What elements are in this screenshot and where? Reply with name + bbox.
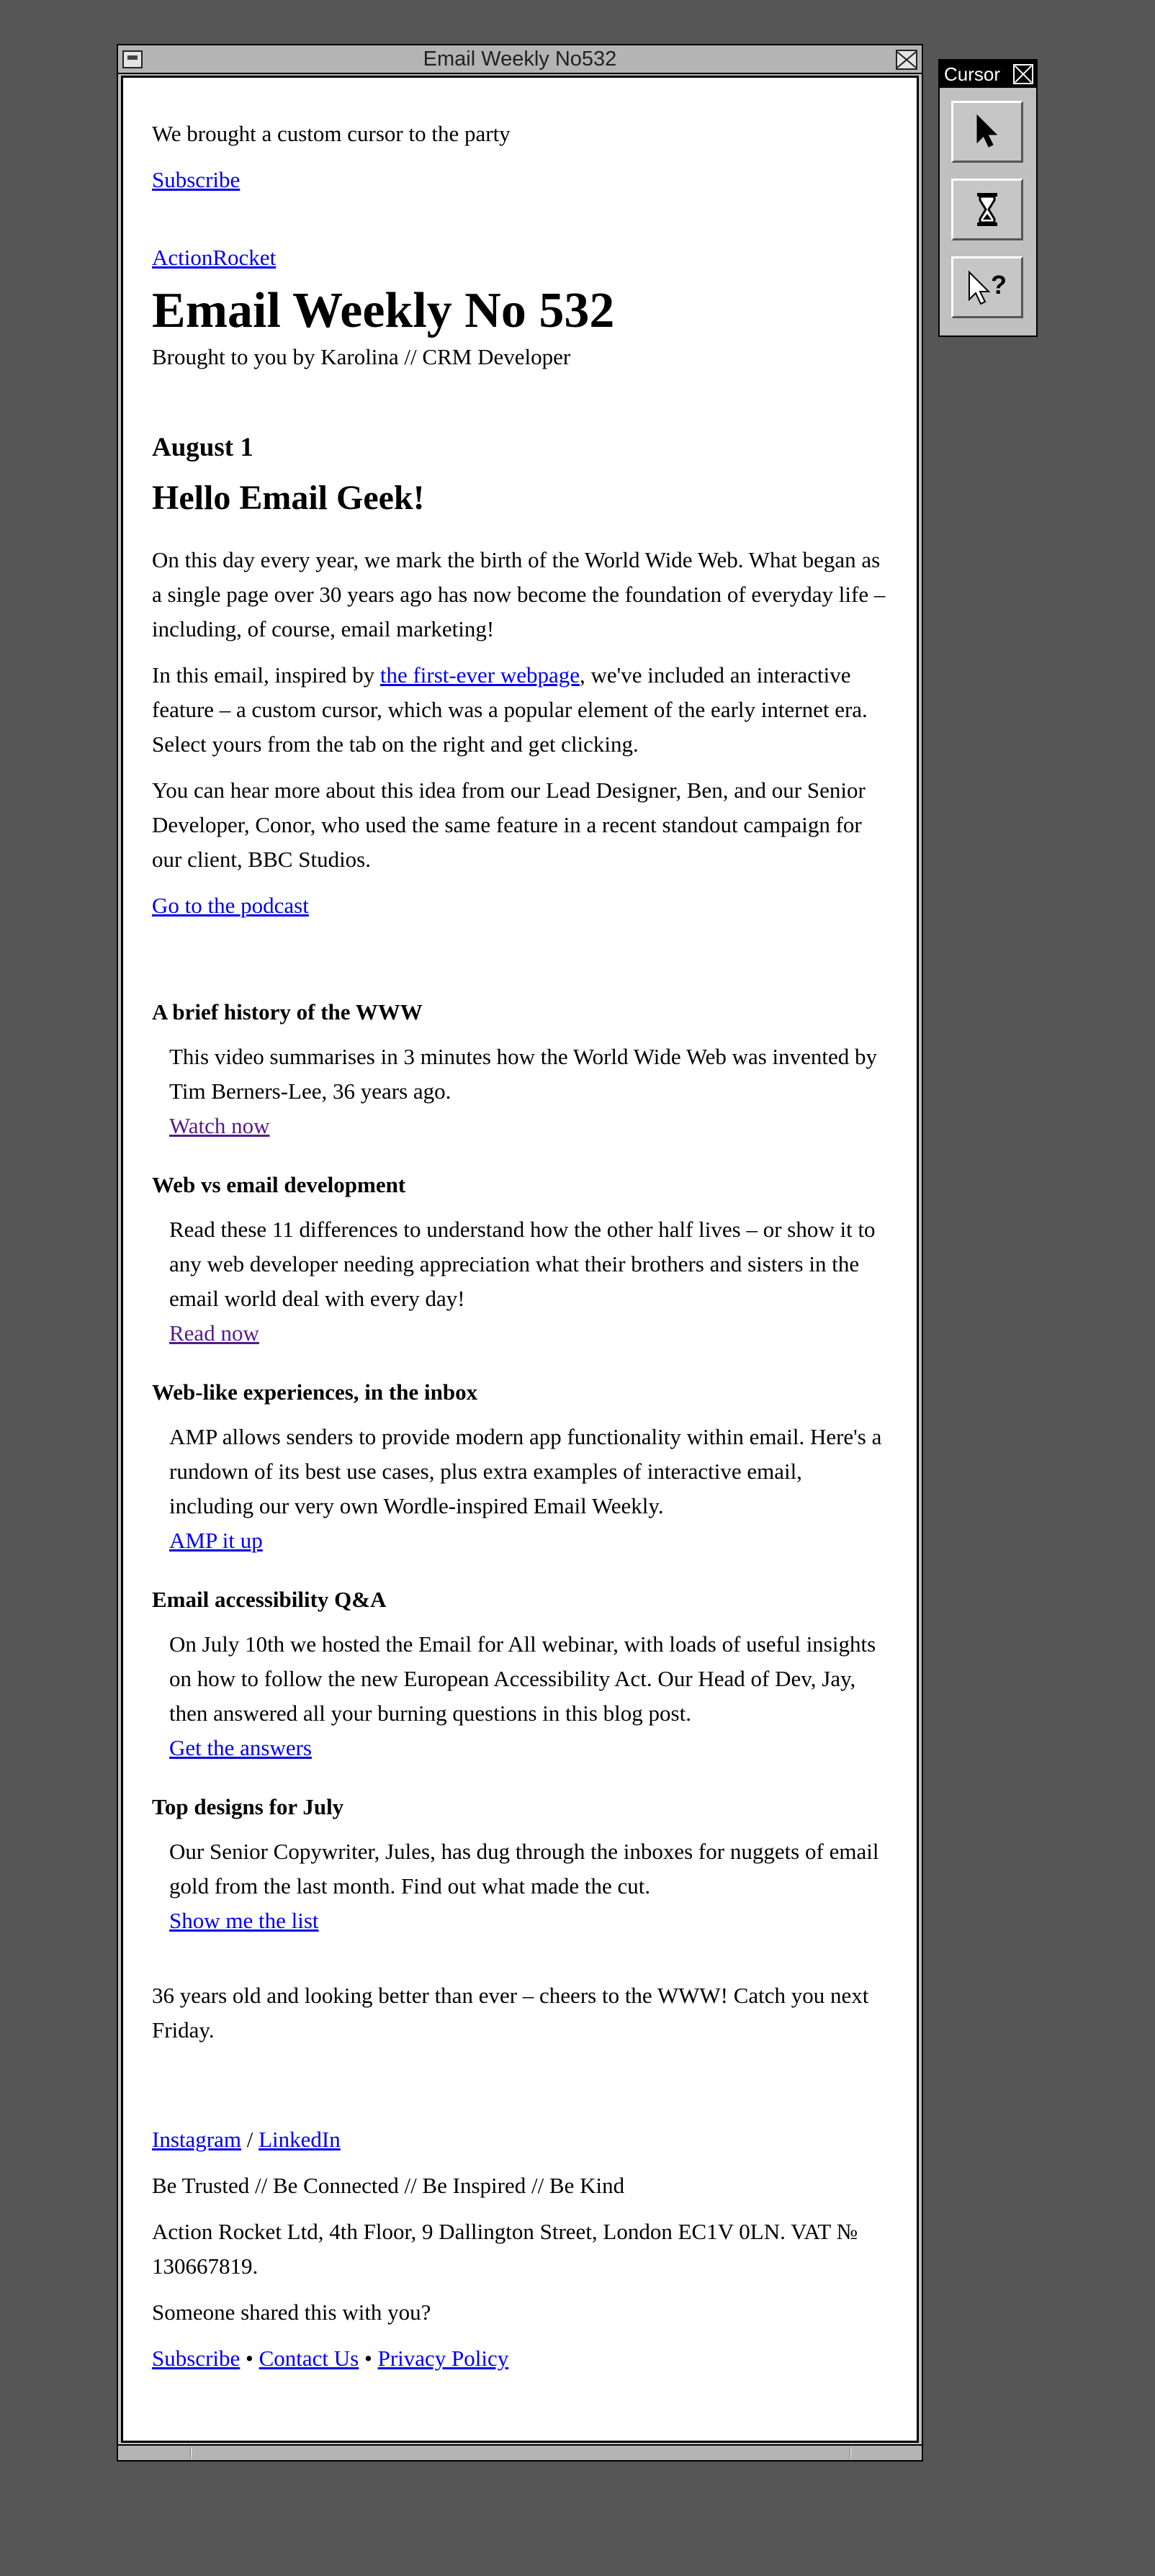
issue-date: August 1 xyxy=(152,433,253,462)
status-divider xyxy=(190,2447,192,2459)
footer xyxy=(152,2122,888,2376)
intro-paragraph-2 xyxy=(152,658,888,762)
svg-text:?: ? xyxy=(991,270,1007,300)
instagram-link[interactable]: Instagram xyxy=(152,2127,241,2152)
intro-text: In this email, inspired by xyxy=(152,662,380,688)
article-title: A brief history of the WWW xyxy=(152,999,423,1024)
arrow-cursor-button[interactable] xyxy=(951,101,1023,163)
article-link[interactable]: Watch now xyxy=(169,1113,270,1138)
article-link[interactable]: Show me the list xyxy=(169,1908,319,1933)
privacy-policy-link[interactable]: Privacy Policy xyxy=(377,2346,509,2371)
article-body: AMP allows senders to provide modern app functionality within email. Here's a rundown of its best use cases, plus extra examples of interactive email, including our very own Wordle-inspired Email Weekly. xyxy=(169,1424,882,1518)
hourglass-cursor-button[interactable] xyxy=(951,179,1023,240)
separator: / xyxy=(241,2127,259,2152)
list-item xyxy=(152,1168,888,1351)
article-link[interactable]: Read now xyxy=(169,1320,259,1346)
help-cursor-button[interactable] xyxy=(951,256,1023,318)
footer-links xyxy=(152,2341,888,2376)
intro-text: , we've included an interactive feature – a custom cursor, which was a popular element of the early internet era. Select yours from the tab on the right and get clicking. xyxy=(152,662,868,757)
podcast-link[interactable]: Go to the podcast xyxy=(152,893,309,918)
hourglass-cursor-icon xyxy=(973,190,1002,229)
subscribe-link[interactable]: Subscribe xyxy=(152,167,241,192)
window-titlebar[interactable] xyxy=(118,45,922,74)
linkedin-link[interactable]: LinkedIn xyxy=(259,2127,341,2152)
article-link[interactable]: AMP it up xyxy=(169,1528,263,1553)
article-title: Web-like experiences, in the inbox xyxy=(152,1379,478,1405)
contact-us-link[interactable]: Contact Us xyxy=(259,2346,359,2371)
bullet-separator: • xyxy=(240,2346,259,2371)
palette-titlebar[interactable] xyxy=(940,60,1036,88)
article-body: On July 10th we hosted the Email for All webinar, with loads of useful insights on how to follow the new European Accessibility Act. Our Head of Dev, Jay, then answered all your burning questions in this blog post. xyxy=(169,1631,876,1726)
spacer xyxy=(152,923,888,995)
first-webpage-link[interactable]: the first-ever webpage xyxy=(379,662,580,688)
intro-paragraph-1: On this day every year, we mark the birth of the World Wide Web. What began as a single page over 30 years ago has now become the foundation of everyday life – including, of course, email marketing! xyxy=(152,547,886,641)
email-window xyxy=(117,44,923,2462)
company-address: Action Rocket Ltd, 4th Floor, 9 Dallington Street, London EC1V 0LN. VAT № 130667819. xyxy=(152,2219,858,2279)
article-body: This video summarises in 3 minutes how the World Wide Web was invented by Tim Berners-Lee, 36 years ago. xyxy=(169,1044,878,1104)
cursor-palette xyxy=(938,59,1038,337)
intro-section xyxy=(152,543,888,923)
company-values: Be Trusted // Be Connected // Be Inspired // Be Kind xyxy=(152,2173,625,2198)
article-link[interactable]: Get the answers xyxy=(169,1735,312,1760)
help-cursor-icon xyxy=(962,268,1012,307)
list-item xyxy=(152,1790,888,1938)
shared-prompt: Someone shared this with you? xyxy=(152,2300,431,2325)
arrow-cursor-icon xyxy=(973,112,1002,151)
close-icon[interactable] xyxy=(896,50,917,70)
window-title: Email Weekly No532 xyxy=(423,48,617,71)
article-body: Read these 11 differences to understand how the other half lives – or show it to any web developer needing appreciation what their brothers and sisters in the email world deal with every day! xyxy=(169,1217,876,1311)
list-item xyxy=(152,1375,888,1558)
article-list xyxy=(152,995,888,1938)
article-title: Email accessibility Q&A xyxy=(152,1587,387,1612)
article-title: Web vs email development xyxy=(152,1172,406,1197)
palette-title: Cursor xyxy=(944,63,1001,85)
intro-paragraph-3: You can hear more about this idea from our Lead Designer, Ben, and our Senior Developer, Conor, who used the same feature in a recent standout campaign for our client, BBC Studios. xyxy=(152,778,866,872)
list-item xyxy=(152,995,888,1143)
brand-link[interactable]: ActionRocket xyxy=(152,245,277,270)
outro-text: 36 years old and looking better than ever – cheers to the WWW! Catch you next Friday. xyxy=(152,1983,869,2043)
close-icon[interactable] xyxy=(1013,64,1033,84)
social-links xyxy=(152,2122,888,2157)
preheader-text: We brought a custom cursor to the party xyxy=(152,121,511,146)
status-bar xyxy=(118,2444,922,2460)
byline: Brought to you by Karolina // CRM Developer xyxy=(152,344,571,369)
page-title: Email Weekly No 532 xyxy=(152,283,615,338)
footer-subscribe-link[interactable]: Subscribe xyxy=(152,2346,241,2371)
bullet-separator: • xyxy=(359,2346,378,2371)
email-content xyxy=(121,76,919,2443)
greeting-heading: Hello Email Geek! xyxy=(152,479,425,517)
list-item xyxy=(152,1582,888,1765)
status-divider xyxy=(850,2447,851,2459)
article-title: Top designs for July xyxy=(152,1794,344,1819)
article-body: Our Senior Copywriter, Jules, has dug through the inboxes for nuggets of email gold from the last month. Find out what made the cut. xyxy=(169,1839,879,1899)
